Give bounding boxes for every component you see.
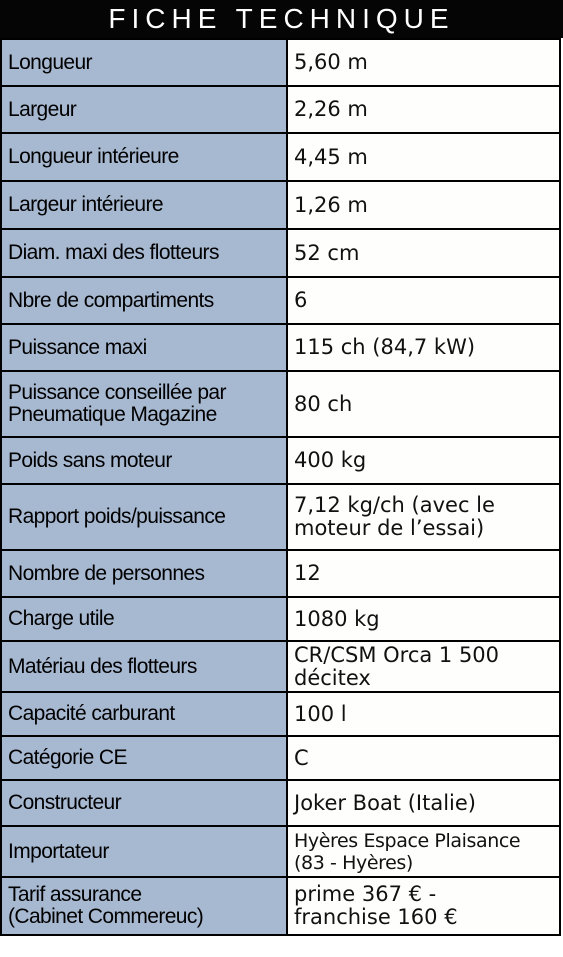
- spec-value: [287, 597, 560, 641]
- spec-label: [1, 826, 287, 877]
- spec-label-line: Longueur: [8, 50, 92, 74]
- spec-value-line: 1,26 m: [294, 192, 368, 217]
- spec-value-line: 400 kg: [294, 448, 367, 472]
- spec-label-line: Catégorie CE: [8, 746, 127, 769]
- spec-value-line: 7,12 kg/ch (avec le: [294, 493, 495, 517]
- spec-value-line: 2,26 m: [294, 97, 368, 121]
- spec-row: [1, 641, 560, 692]
- spec-value: [287, 550, 560, 597]
- spec-label: [1, 86, 287, 133]
- spec-label: [1, 877, 287, 935]
- spec-label-line: Matériau des flotteurs: [8, 654, 197, 678]
- spec-label: [1, 229, 287, 277]
- spec-value-line: C: [294, 745, 309, 770]
- spec-label: [1, 641, 287, 692]
- spec-label-line: Charge utile: [8, 607, 115, 630]
- spec-label-line: Importateur: [8, 839, 109, 863]
- spec-label-line: (Cabinet Commereuc): [8, 905, 204, 928]
- spec-label: [1, 39, 287, 86]
- spec-value: [287, 780, 560, 826]
- spec-label-line: Pneumatique Magazine: [8, 403, 217, 426]
- spec-row: [1, 437, 560, 484]
- spec-label-line: Poids sans moteur: [8, 448, 172, 472]
- spec-value-line: 80 ch: [294, 391, 353, 416]
- spec-value-line: 52 cm: [294, 240, 360, 265]
- spec-value-line: prime 367 € -: [294, 882, 437, 906]
- spec-label-line: Puissance maxi: [8, 335, 147, 359]
- spec-value: [287, 277, 560, 324]
- spec-label: [1, 324, 287, 371]
- spec-row: [1, 692, 560, 736]
- spec-row: [1, 597, 560, 641]
- spec-value: [287, 437, 560, 484]
- spec-label-line: Capacité carburant: [8, 702, 175, 725]
- spec-value-line: 100 l: [294, 701, 347, 726]
- spec-label-line: Largeur: [8, 97, 77, 121]
- spec-value: [287, 39, 560, 86]
- spec-label: [1, 277, 287, 324]
- spec-value: [287, 692, 560, 736]
- spec-value: [287, 324, 560, 371]
- spec-row: [1, 181, 560, 229]
- spec-value: [287, 371, 560, 437]
- spec-value-line: 5,60 m: [294, 50, 368, 74]
- spec-value-line: moteur de l’essai): [294, 516, 485, 540]
- spec-row: [1, 133, 560, 181]
- spec-row: [1, 550, 560, 597]
- spec-row: [1, 277, 560, 324]
- spec-label-line: Nbre de compartiments: [8, 288, 214, 312]
- spec-value-line: décitex: [294, 665, 371, 690]
- sheet-title: FICHE TECHNIQUE: [0, 0, 563, 38]
- spec-label: [1, 133, 287, 181]
- spec-row: [1, 371, 560, 437]
- spec-value: [287, 229, 560, 277]
- spec-row: [1, 39, 560, 86]
- spec-row: [1, 736, 560, 780]
- spec-value: [287, 826, 560, 877]
- spec-value-line: (83 - Hyères): [294, 851, 413, 874]
- spec-value-line: Hyères Espace Plaisance: [294, 829, 521, 852]
- spec-value-line: CR/CSM Orca 1 500: [294, 642, 500, 667]
- spec-value: [287, 736, 560, 780]
- spec-label: [1, 597, 287, 641]
- spec-label-line: Constructeur: [8, 791, 122, 814]
- spec-value-line: 4,45 m: [294, 144, 368, 169]
- spec-row: [1, 877, 560, 935]
- spec-label: [1, 371, 287, 437]
- spec-value-line: Joker Boat (Italie): [294, 790, 476, 815]
- spec-label: [1, 692, 287, 736]
- spec-label-line: Nombre de personnes: [8, 561, 205, 585]
- spec-label: [1, 484, 287, 550]
- spec-label-line: Diam. maxi des flotteurs: [8, 241, 219, 264]
- spec-value: [287, 877, 560, 935]
- spec-value: [287, 133, 560, 181]
- spec-value-line: franchise 160 €: [294, 905, 458, 929]
- spec-value: [287, 86, 560, 133]
- spec-row: [1, 229, 560, 277]
- spec-label-line: Longueur intérieure: [8, 145, 179, 168]
- spec-table: [0, 38, 561, 936]
- spec-value: [287, 181, 560, 229]
- spec-row: [1, 484, 560, 550]
- spec-label-line: Largeur intérieure: [8, 193, 163, 216]
- spec-row: [1, 324, 560, 371]
- spec-value-line: 6: [294, 288, 308, 312]
- spec-row: [1, 826, 560, 877]
- spec-label: [1, 437, 287, 484]
- spec-label: [1, 736, 287, 780]
- spec-label: [1, 550, 287, 597]
- spec-label-line: Puissance conseillée par: [8, 381, 226, 404]
- spec-value: [287, 641, 560, 692]
- spec-row: [1, 86, 560, 133]
- spec-value-line: 12: [294, 561, 321, 585]
- spec-row: [1, 780, 560, 826]
- spec-label-line: Rapport poids/puissance: [8, 505, 226, 528]
- spec-value-line: 115 ch (84,7 kW): [294, 335, 476, 359]
- spec-label: [1, 780, 287, 826]
- spec-label-line: Tarif assurance: [8, 883, 142, 906]
- spec-value-line: 1080 kg: [294, 606, 380, 631]
- spec-value: [287, 484, 560, 550]
- spec-label: [1, 181, 287, 229]
